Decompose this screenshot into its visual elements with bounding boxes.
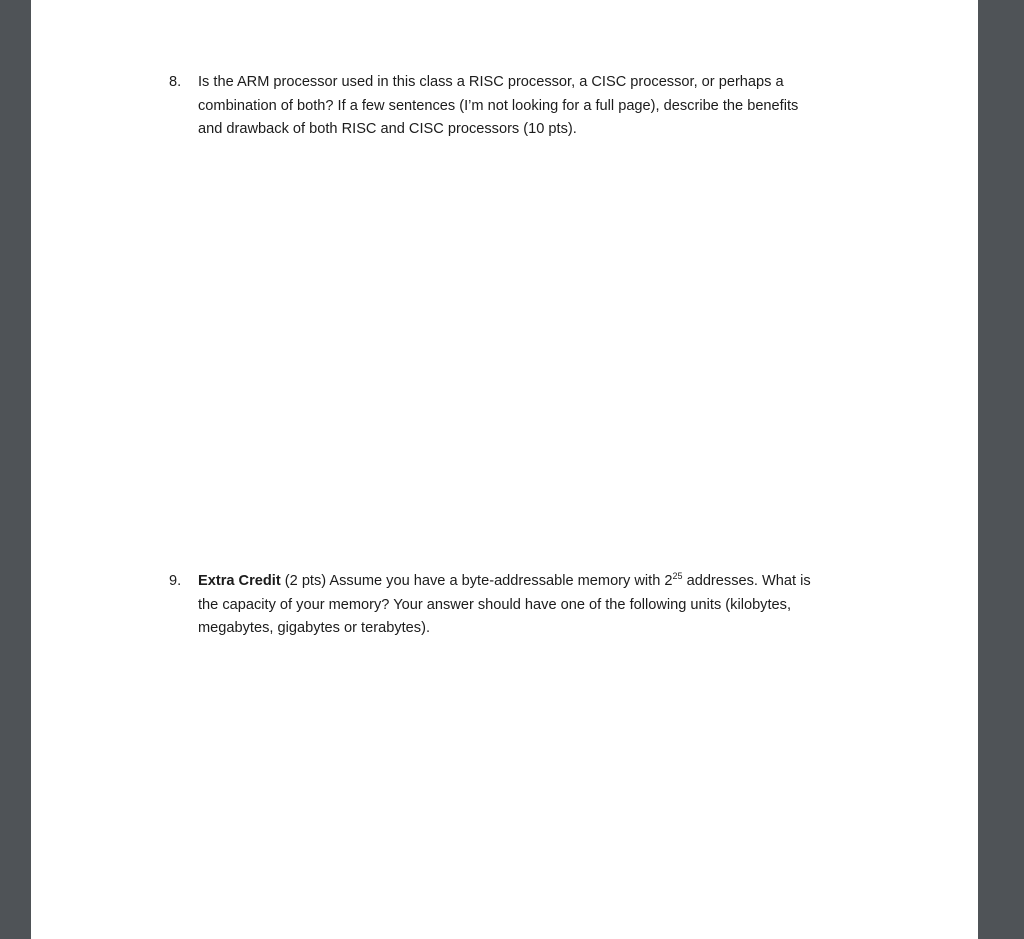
question-line: Is the ARM processor used in this class a RISC processor, a CISC processor, or perhaps a bbox=[198, 74, 784, 90]
question-line: combination of both? If a few sentences (I’m not looking for a full page), describe the benefits bbox=[198, 97, 799, 114]
question-line: and drawback of both RISC and CISC processors (10 pts). bbox=[198, 121, 577, 137]
extra-credit-label: Extra Credit bbox=[198, 573, 281, 589]
question-line-segment: (2 pts) Assume you have a byte-addressable memory with 2 bbox=[280, 573, 673, 589]
question-line-segment: addresses. What is bbox=[682, 573, 811, 589]
question-text bbox=[198, 71, 878, 142]
exponent: 25 bbox=[672, 571, 683, 582]
document-page bbox=[31, 0, 978, 939]
question-line: megabytes, gigabytes or terabytes). bbox=[198, 620, 430, 636]
question-number: 9. bbox=[169, 573, 182, 589]
question-line bbox=[198, 570, 878, 594]
question-line: the capacity of your memory? Your answer should have one of the following units (kilobytes, bbox=[198, 596, 791, 613]
question-text bbox=[198, 570, 878, 641]
question-number: 8. bbox=[169, 74, 182, 90]
